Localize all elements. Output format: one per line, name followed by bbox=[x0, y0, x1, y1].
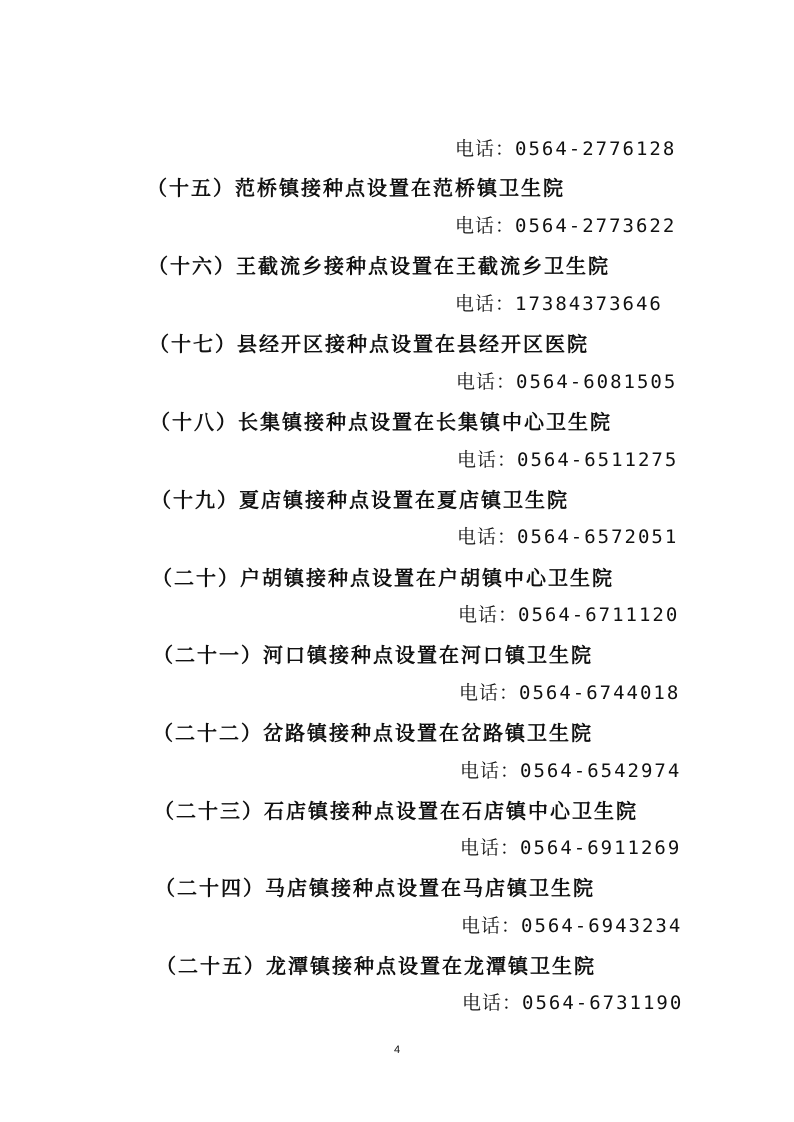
phone-line bbox=[456, 367, 677, 394]
phone-number: 0564-6911269 bbox=[520, 837, 682, 859]
phone-number: 0564-2776128 bbox=[515, 138, 677, 160]
phone-number: 0564-6943234 bbox=[521, 915, 683, 937]
phone-line bbox=[457, 522, 678, 549]
phone-number: 0564-6731190 bbox=[522, 992, 684, 1014]
phone-number: 0564-6572051 bbox=[517, 526, 679, 548]
entry-heading: （十七）县经开区接种点设置在县经开区医院 bbox=[149, 332, 589, 356]
phone-label: 电话： bbox=[457, 449, 518, 471]
phone-number: 17384373646 bbox=[515, 293, 663, 315]
phone-line bbox=[461, 911, 682, 938]
phone-label: 电话： bbox=[458, 604, 519, 626]
entry-heading: （二十一）河口镇接种点设置在河口镇卫生院 bbox=[153, 643, 593, 667]
entry-heading: （二十）户胡镇接种点设置在户胡镇中心卫生院 bbox=[152, 566, 614, 590]
phone-line bbox=[460, 756, 681, 783]
phone-number: 0564-6542974 bbox=[520, 760, 682, 782]
phone-label: 电话： bbox=[459, 682, 520, 704]
phone-label: 电话： bbox=[455, 215, 516, 237]
phone-line bbox=[458, 600, 679, 627]
entry-heading: （二十三）石店镇接种点设置在石店镇中心卫生院 bbox=[154, 799, 638, 823]
phone-label: 电话： bbox=[456, 371, 517, 393]
entry-heading: （十八）长集镇接种点设置在长集镇中心卫生院 bbox=[150, 410, 612, 434]
phone-number: 0564-2773622 bbox=[515, 215, 677, 237]
phone-label: 电话： bbox=[457, 526, 518, 548]
phone-number: 0564-6744018 bbox=[519, 682, 681, 704]
entry-heading: （十九）夏店镇接种点设置在夏店镇卫生院 bbox=[151, 488, 569, 512]
entry-heading: （二十五）龙潭镇接种点设置在龙潭镇卫生院 bbox=[156, 954, 596, 978]
phone-line bbox=[455, 211, 676, 238]
phone-number: 0564-6511275 bbox=[517, 449, 679, 471]
phone-label: 电话： bbox=[460, 837, 521, 859]
phone-number: 0564-6081505 bbox=[516, 371, 678, 393]
entry-heading: （十六）王截流乡接种点设置在王截流乡卫生院 bbox=[148, 254, 610, 278]
phone-label: 电话： bbox=[455, 293, 516, 315]
phone-label: 电话： bbox=[455, 138, 516, 160]
phone-line bbox=[455, 289, 663, 316]
entry-heading: （二十四）马店镇接种点设置在马店镇卫生院 bbox=[155, 876, 595, 900]
entry-heading: （十五）范桥镇接种点设置在范桥镇卫生院 bbox=[147, 176, 565, 200]
phone-line bbox=[459, 678, 680, 705]
entry-heading: （二十二）岔路镇接种点设置在岔路镇卫生院 bbox=[153, 721, 593, 745]
page-number: 4 bbox=[393, 1044, 401, 1056]
phone-label: 电话： bbox=[460, 760, 521, 782]
phone-line bbox=[462, 988, 683, 1015]
phone-label: 电话： bbox=[462, 992, 523, 1014]
phone-line bbox=[457, 445, 678, 472]
phone-line bbox=[455, 134, 676, 161]
phone-label: 电话： bbox=[461, 915, 522, 937]
phone-number: 0564-6711120 bbox=[518, 604, 680, 626]
phone-line bbox=[460, 833, 681, 860]
